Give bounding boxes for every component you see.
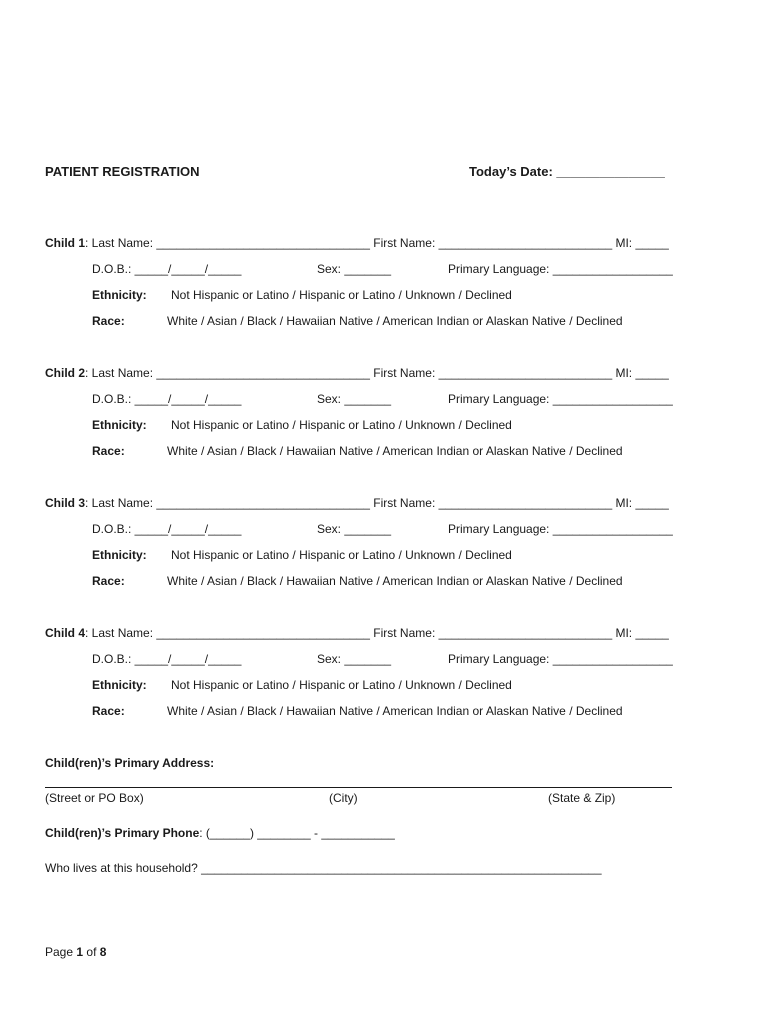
sex-field[interactable]: Sex: _______ <box>317 392 392 406</box>
name-fields[interactable]: : Last Name: ________________________________ First Name: __________________________ MI: _____ <box>85 366 669 380</box>
street-caption: (Street or PO Box) <box>45 791 144 805</box>
address-line[interactable] <box>45 787 672 788</box>
state-zip-caption: (State & Zip) <box>548 791 616 805</box>
household-field[interactable]: Who lives at this household? ____________________________________________________________ <box>45 861 602 875</box>
race-options[interactable]: White / Asian / Black / Hawaiian Native / American Indian or Alaskan Native / Declined <box>167 704 623 718</box>
ethnicity-options[interactable]: Not Hispanic or Latino / Hispanic or Latino / Unknown / Declined <box>171 548 512 562</box>
race-options[interactable]: White / Asian / Black / Hawaiian Native / American Indian or Alaskan Native / Declined <box>167 574 623 588</box>
primary-language-field[interactable]: Primary Language: __________________ <box>448 522 673 536</box>
dob-field[interactable]: D.O.B.: _____/_____/_____ <box>92 522 242 536</box>
race-label: Race: <box>92 314 125 328</box>
ethnicity-label: Ethnicity: <box>92 288 147 302</box>
ethnicity-options[interactable]: Not Hispanic or Latino / Hispanic or Latino / Unknown / Declined <box>171 418 512 432</box>
name-fields[interactable]: : Last Name: ________________________________ First Name: __________________________ MI: _____ <box>85 236 669 250</box>
city-caption: (City) <box>329 791 358 805</box>
child-label: Child 4 <box>45 626 86 640</box>
phone-field[interactable]: : (______) ________ - ___________ <box>199 826 395 840</box>
name-fields[interactable]: : Last Name: ________________________________ First Name: __________________________ MI: _____ <box>85 626 669 640</box>
of-word: of <box>86 945 97 959</box>
race-label: Race: <box>92 704 125 718</box>
race-label: Race: <box>92 444 125 458</box>
ethnicity-label: Ethnicity: <box>92 418 147 432</box>
ethnicity-options[interactable]: Not Hispanic or Latino / Hispanic or Latino / Unknown / Declined <box>171 288 512 302</box>
page-total: 8 <box>99 945 107 959</box>
phone-row <box>45 826 395 840</box>
sex-field[interactable]: Sex: _______ <box>317 522 392 536</box>
ethnicity-label: Ethnicity: <box>92 678 147 692</box>
child-label: Child 1 <box>45 236 86 250</box>
ethnicity-options[interactable]: Not Hispanic or Latino / Hispanic or Latino / Unknown / Declined <box>171 678 512 692</box>
child-label: Child 2 <box>45 366 86 380</box>
sex-field[interactable]: Sex: _______ <box>317 262 392 276</box>
child-name-row <box>45 236 669 250</box>
form-title: PATIENT REGISTRATION <box>45 164 200 179</box>
child-label: Child 3 <box>45 496 86 510</box>
ethnicity-label: Ethnicity: <box>92 548 147 562</box>
dob-field[interactable]: D.O.B.: _____/_____/_____ <box>92 262 242 276</box>
page-word: Page <box>45 945 74 959</box>
child-name-row <box>45 496 669 510</box>
address-label: Child(ren)’s Primary Address: <box>45 756 215 770</box>
race-options[interactable]: White / Asian / Black / Hawaiian Native / American Indian or Alaskan Native / Declined <box>167 314 623 328</box>
primary-language-field[interactable]: Primary Language: __________________ <box>448 392 673 406</box>
child-name-row <box>45 366 669 380</box>
dob-field[interactable]: D.O.B.: _____/_____/_____ <box>92 392 242 406</box>
phone-label: Child(ren)’s Primary Phone <box>45 826 200 840</box>
primary-language-field[interactable]: Primary Language: __________________ <box>448 262 673 276</box>
race-options[interactable]: White / Asian / Black / Hawaiian Native / American Indian or Alaskan Native / Declined <box>167 444 623 458</box>
page-indicator <box>45 945 106 959</box>
dob-field[interactable]: D.O.B.: _____/_____/_____ <box>92 652 242 666</box>
child-name-row <box>45 626 669 640</box>
page-number: 1 <box>76 945 84 959</box>
todays-date-field[interactable]: Today’s Date: _______________ <box>469 164 665 179</box>
primary-language-field[interactable]: Primary Language: __________________ <box>448 652 673 666</box>
race-label: Race: <box>92 574 125 588</box>
sex-field[interactable]: Sex: _______ <box>317 652 392 666</box>
name-fields[interactable]: : Last Name: ________________________________ First Name: __________________________ MI: _____ <box>85 496 669 510</box>
